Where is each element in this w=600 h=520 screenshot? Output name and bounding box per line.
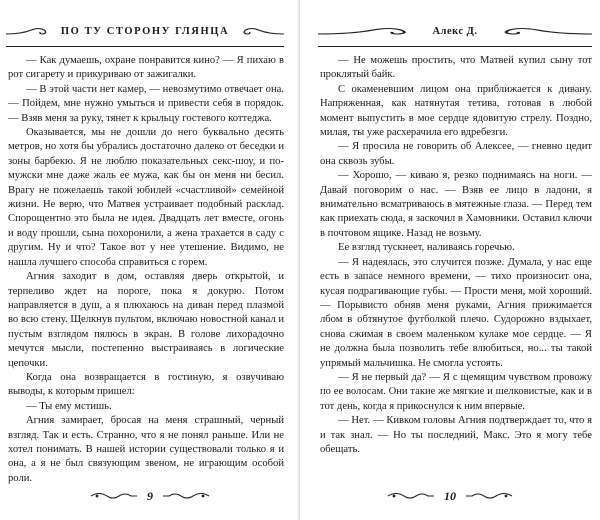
paragraph: — Я просила не говорить об Алексее, — гневно цедит она сквозь зубы. [320,141,592,167]
paragraph: С окаменевшим лицом она приближается к дивану. Напряженная, как натянутая тетива, готовая в любой момент выпустить в мое сердце ядовитую стрелу. Поздно, милая, ты уже расхерачила его вдребезги. [320,83,592,139]
left-page-header [6,18,284,44]
running-title: Алекс Д. [432,25,478,37]
paragraph: — Хорошо, — киваю я, резко поднимаясь на ноги. — Давай поговорим о нас. — Взяв ее лицо в ладони, я внимательно всматриваюсь в мятежные глаза. — Перед тем как приехать сюда, я заскочил в Хамовники. Оставил ключи в почтовом ящике. Назад не возьму. [320,170,592,239]
right-page-body [320,54,592,457]
header-rule [318,46,592,47]
paragraph: — Я не первый да? — Я с щемящим чувством провожу по ее волосам. Они такие же мягкие и шелковистые, как и в тот день, когда я прикоснулся к ним впервые. [320,371,592,412]
footer-swirl-left-icon [386,489,436,503]
paragraph: Ее взгляд тускнеет, наливаясь горечью. [338,242,515,254]
header-ornament-left-icon [6,24,57,38]
paragraph: — Как думаешь, охране понравится кино? — Я пихаю в рот сигарету и прикуриваю от зажигалки. [8,55,284,81]
right-page-footer [370,486,530,506]
paragraph: — Ты ему мстишь. [26,400,112,412]
paragraph: Когда она возвращается в гостиную, я озвучиваю выводы, к которым пришел: [8,371,284,398]
page-number: 10 [444,488,456,503]
paragraph: Агния замирает, бросая на меня страшный, черный взгляд. Так и есть. Странно, что я не понял раньше. Или не хотел понимать. В нашей истории существовали только я и она, а я не был связующим звеном, не играющим особой роли. [8,415,284,484]
paragraph: — Я надеялась, это случится позже. Думала, у нас еще есть в запасе немного времени, — тихо произносит она, кусая подрагивающие губы. — Прости меня, мой хороший. — Порывисто обняв меня руками, Агния прижимается лбом в обтянутое футболкой плечо. Судорожно вздыхает, снова сжимая в своем маленьком кулаке мое сердце. — Я не должна была позволить тебе влюбиться, но... ты такой упрямый мальчишка. Не смогла устоять. [320,256,592,369]
header-ornament-right-icon [482,24,592,38]
header-ornament-left-icon [318,24,428,38]
footer-swirl-right-icon [161,489,211,503]
left-page-footer [70,486,230,506]
left-page-body [8,54,284,486]
header-ornament-right-icon [233,24,284,38]
footer-swirl-right-icon [464,489,514,503]
paragraph: — Не можешь простить, что Матвей купил сыну тот проклятый байк. [320,55,592,81]
page-number: 9 [147,488,153,503]
right-page-header [318,18,592,44]
paragraph: Агния заходит в дом, оставляя дверь открытой, и терпеливо ждет на пороге, пока я докурю. Потом направляется в душ, а я плюхаюсь на диван перед плазмой во всю стену. Щелкнув пультом, включаю новостной канал и пустым взглядом пялюсь в экран. В голове лихорадочно мечутся мысли, постепенно выстраиваясь в логические цепочки. [8,271,284,369]
paragraph: Оказывается, мы не дошли до него буквально десять метров, но хотя бы убрались достаточно далеко от беседки и зоны барбекю. Я не люблю показательных секс-шоу, и по-мужски мне даже жаль ее мужа, как бы он меня ни бесил. Врагу не пожелаешь такой юбилей «счастливой» семейной жизни. Не верю, что Матвея устраивает подобный расклад. Спорощентно это была не идея. Двадцать лет вместе, огонь и воду прошли, сына похоронили, а жена трахается в саду с другим. Ну и что? Такое вот у нее утешение. Видимо, не нашла лучшего способа справиться с горем. [8,127,284,268]
paragraph: — В этой части нет камер, — невозмутимо отвечает она. — Пойдем, мне нужно умыться и привести себя в порядок. — Взяв меня за руку, тянет к крыльцу гостевого коттеджа. [8,83,284,124]
right-page [300,0,600,520]
paragraph: — Нет. — Кивком головы Агния подтверждает то, что я и так знал. — Но ты последний, Макс. Это я могу тебе обещать. [320,415,592,455]
header-rule [6,46,284,47]
footer-swirl-left-icon [89,489,139,503]
running-title: ПО ТУ СТОРОНУ ГЛЯНЦА [60,25,230,37]
